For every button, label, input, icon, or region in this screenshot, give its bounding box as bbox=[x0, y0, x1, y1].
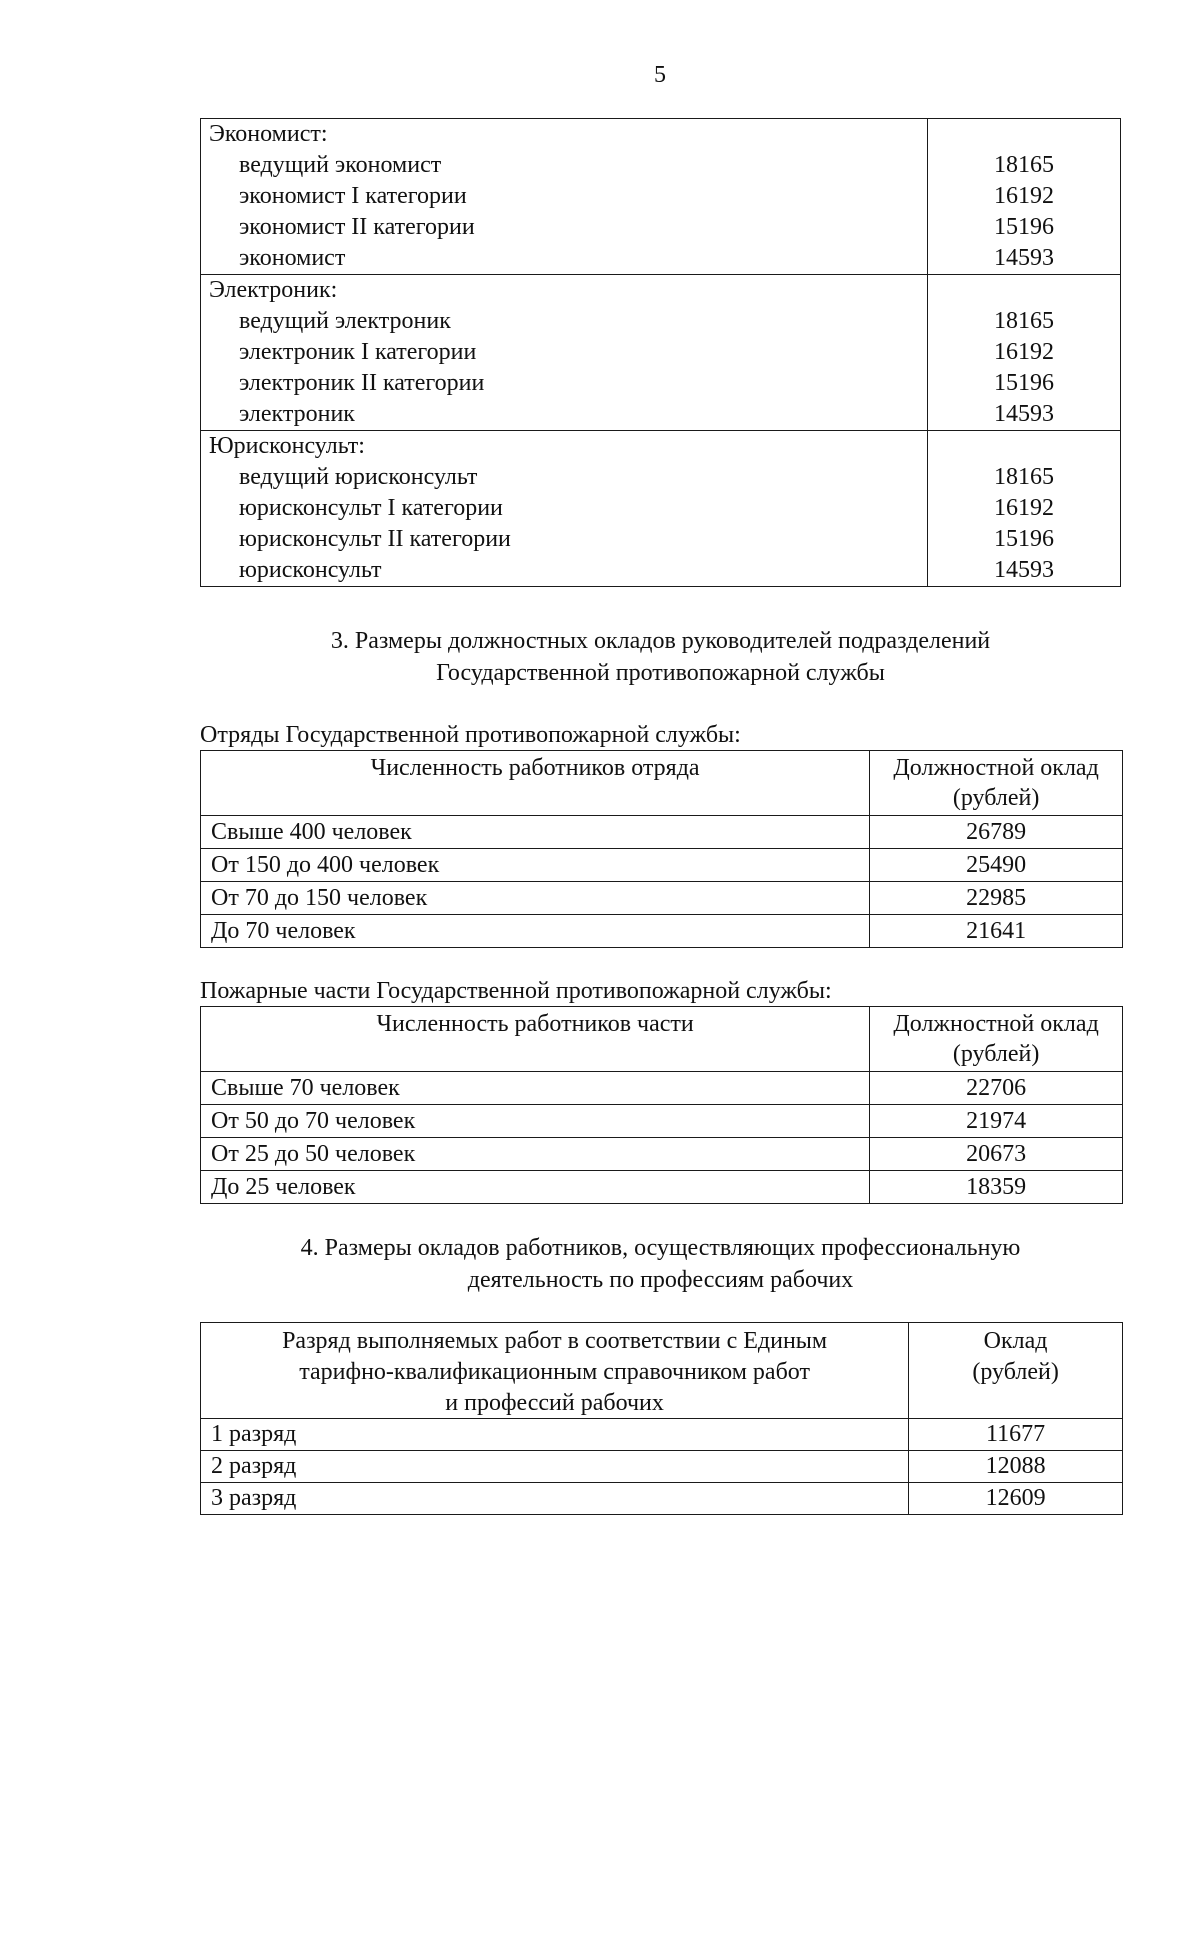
value-cell bbox=[870, 915, 1123, 948]
salary-value: 15196 bbox=[994, 214, 1054, 240]
salary-value: 14593 bbox=[994, 245, 1054, 271]
column-header-salary-line1: Должностной оклад bbox=[893, 1011, 1099, 1037]
table-row bbox=[201, 1072, 1123, 1105]
position-group-row bbox=[201, 275, 1121, 431]
table-row bbox=[201, 1451, 1123, 1483]
table-row bbox=[201, 1419, 1123, 1451]
column-header-grade-line1: Разряд выполняемых работ в соответствии с Единым bbox=[282, 1328, 828, 1354]
position-group-title: Юрисконсульт: bbox=[209, 433, 365, 459]
section-4-heading bbox=[200, 1232, 1121, 1296]
salary-spacer bbox=[928, 119, 1120, 150]
position-group-title: Экономист: bbox=[209, 121, 328, 147]
table-row bbox=[201, 882, 1123, 915]
section-3-heading-line1: 3. Размеры должностных окладов руководителей подразделений bbox=[330, 628, 991, 654]
label-cell bbox=[201, 1419, 909, 1451]
position-name: электроник bbox=[239, 401, 355, 427]
row-value: 12609 bbox=[985, 1485, 1046, 1511]
column-header-grade bbox=[201, 1323, 908, 1418]
table-row bbox=[201, 1138, 1123, 1171]
position-name: юрисконсульт I категории bbox=[239, 495, 503, 521]
row-label: От 150 до 400 человек bbox=[211, 852, 440, 878]
row-value: 22985 bbox=[966, 885, 1027, 911]
brigades-label: Отряды Государственной противопожарной службы: bbox=[200, 722, 741, 748]
label-cell bbox=[201, 1171, 870, 1204]
row-value: 26789 bbox=[966, 819, 1027, 845]
position-group-row bbox=[201, 119, 1121, 275]
column-header-salary-line1: Должностной оклад bbox=[893, 755, 1099, 781]
row-value: 20673 bbox=[966, 1141, 1027, 1167]
row-value: 12088 bbox=[985, 1453, 1046, 1479]
column-header-salary-line1: Оклад bbox=[983, 1328, 1048, 1354]
label-cell bbox=[201, 1451, 909, 1483]
column-header-salary bbox=[870, 1007, 1122, 1071]
value-cell bbox=[909, 1419, 1123, 1451]
salary-value: 14593 bbox=[994, 557, 1054, 583]
row-value: 11677 bbox=[986, 1421, 1046, 1447]
fire-units-salary-table bbox=[200, 1006, 1123, 1204]
salary-spacer bbox=[928, 275, 1120, 306]
section-4-heading-line1: 4. Размеры окладов работников, осуществляющих профессиональную bbox=[300, 1235, 1021, 1261]
position-name: экономист I категории bbox=[239, 183, 467, 209]
column-header-headcount: Численность работников отряда bbox=[370, 755, 700, 781]
position-group-cell bbox=[201, 431, 928, 587]
value-cell bbox=[909, 1451, 1123, 1483]
value-cell bbox=[870, 816, 1123, 849]
section-3-heading-line2: Государственной противопожарной службы bbox=[436, 660, 885, 686]
salary-value: 16192 bbox=[994, 495, 1054, 521]
salary-value: 18165 bbox=[994, 152, 1054, 178]
row-label: До 25 человек bbox=[211, 1174, 356, 1200]
position-name: ведущий электроник bbox=[239, 308, 451, 334]
position-name: экономист bbox=[239, 245, 346, 271]
position-name: ведущий юрисконсульт bbox=[239, 464, 478, 490]
row-value: 18359 bbox=[966, 1174, 1027, 1200]
table-header-row bbox=[201, 751, 1123, 816]
section-3-heading bbox=[200, 625, 1121, 689]
table-row bbox=[201, 1105, 1123, 1138]
salary-spacer bbox=[928, 431, 1120, 462]
row-label: 2 разряд bbox=[211, 1453, 297, 1479]
value-cell bbox=[870, 1138, 1123, 1171]
table-row bbox=[201, 1483, 1123, 1515]
column-header-salary-line2: (рублей) bbox=[952, 1041, 1040, 1067]
label-cell bbox=[201, 1072, 870, 1105]
row-value: 21974 bbox=[966, 1108, 1027, 1134]
salary-value: 18165 bbox=[994, 464, 1054, 490]
positions-salary-table bbox=[200, 118, 1121, 587]
label-cell bbox=[201, 882, 870, 915]
table-row bbox=[201, 816, 1123, 849]
position-group-cell bbox=[201, 275, 928, 431]
column-header-salary-line2: (рублей) bbox=[952, 785, 1040, 811]
column-header-grade-line3: и профессий рабочих bbox=[445, 1390, 664, 1416]
position-name: электроник I категории bbox=[239, 339, 477, 365]
column-header-grade-line2: тарифно-квалификационным справочником работ bbox=[299, 1359, 810, 1385]
row-value: 22706 bbox=[966, 1075, 1027, 1101]
row-label: До 70 человек bbox=[211, 918, 356, 944]
row-label: От 50 до 70 человек bbox=[211, 1108, 416, 1134]
position-name: юрисконсульт II категории bbox=[239, 526, 511, 552]
salary-group-cell bbox=[928, 275, 1121, 431]
column-header-headcount: Численность работников части bbox=[376, 1011, 694, 1037]
column-header-salary bbox=[870, 751, 1122, 815]
salary-value: 18165 bbox=[994, 308, 1054, 334]
position-group-row bbox=[201, 431, 1121, 587]
label-cell bbox=[201, 1138, 870, 1171]
position-name: электроник II категории bbox=[239, 370, 485, 396]
row-label: От 25 до 50 человек bbox=[211, 1141, 416, 1167]
row-value: 21641 bbox=[966, 918, 1027, 944]
salary-value: 15196 bbox=[994, 370, 1054, 396]
salary-group-cell bbox=[928, 431, 1121, 587]
table-row bbox=[201, 849, 1123, 882]
table-row bbox=[201, 915, 1123, 948]
label-cell bbox=[201, 1105, 870, 1138]
salary-value: 15196 bbox=[994, 526, 1054, 552]
row-label: 3 разряд bbox=[211, 1485, 297, 1511]
position-name: ведущий экономист bbox=[239, 152, 442, 178]
column-header-salary-line2: (рублей) bbox=[972, 1359, 1059, 1385]
position-group-title: Электроник: bbox=[209, 277, 338, 303]
row-label: Свыше 70 человек bbox=[211, 1075, 400, 1101]
salary-value: 16192 bbox=[994, 339, 1054, 365]
brigades-salary-table bbox=[200, 750, 1123, 948]
table-header-row bbox=[201, 1323, 1123, 1419]
value-cell bbox=[870, 849, 1123, 882]
worker-grades-table bbox=[200, 1322, 1123, 1515]
salary-group-cell bbox=[928, 119, 1121, 275]
row-label: От 70 до 150 человек bbox=[211, 885, 428, 911]
page-number: 5 bbox=[654, 62, 666, 88]
fire-units-label: Пожарные части Государственной противопожарной службы: bbox=[200, 978, 832, 1004]
label-cell bbox=[201, 1483, 909, 1515]
label-cell bbox=[201, 915, 870, 948]
value-cell bbox=[870, 1072, 1123, 1105]
column-header-salary bbox=[909, 1323, 1122, 1418]
row-label: 1 разряд bbox=[211, 1421, 297, 1447]
position-name: юрисконсульт bbox=[239, 557, 382, 583]
position-name: экономист II категории bbox=[239, 214, 475, 240]
value-cell bbox=[870, 1171, 1123, 1204]
label-cell bbox=[201, 816, 870, 849]
section-4-heading-line2: деятельность по профессиям рабочих bbox=[467, 1267, 854, 1293]
value-cell bbox=[909, 1483, 1123, 1515]
row-value: 25490 bbox=[966, 852, 1027, 878]
table-header-row bbox=[201, 1007, 1123, 1072]
table-row bbox=[201, 1171, 1123, 1204]
value-cell bbox=[870, 882, 1123, 915]
salary-value: 14593 bbox=[994, 401, 1054, 427]
salary-value: 16192 bbox=[994, 183, 1054, 209]
value-cell bbox=[870, 1105, 1123, 1138]
position-group-cell bbox=[201, 119, 928, 275]
label-cell bbox=[201, 849, 870, 882]
row-label: Свыше 400 человек bbox=[211, 819, 412, 845]
